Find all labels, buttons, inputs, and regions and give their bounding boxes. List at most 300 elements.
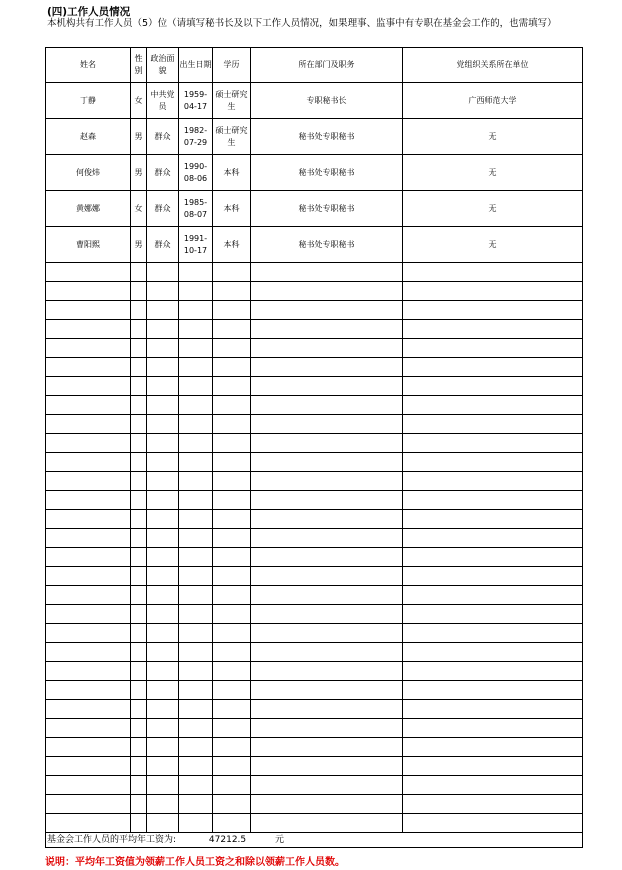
cell-department: 秘书处专职秘书 bbox=[251, 119, 403, 155]
empty-cell bbox=[213, 605, 251, 624]
table-row-empty bbox=[46, 529, 583, 548]
empty-cell bbox=[147, 529, 179, 548]
average-salary-value: 47212.5 bbox=[208, 835, 247, 845]
table-row-empty bbox=[46, 776, 583, 795]
empty-cell bbox=[403, 320, 583, 339]
empty-cell bbox=[403, 757, 583, 776]
empty-cell bbox=[147, 662, 179, 681]
table-row-empty bbox=[46, 605, 583, 624]
empty-cell bbox=[147, 681, 179, 700]
empty-cell bbox=[131, 548, 147, 567]
empty-cell bbox=[46, 472, 131, 491]
empty-cell bbox=[147, 434, 179, 453]
empty-cell bbox=[403, 358, 583, 377]
cell-department: 专职秘书长 bbox=[251, 83, 403, 119]
table-row-empty bbox=[46, 567, 583, 586]
table-row bbox=[46, 191, 583, 227]
empty-cell bbox=[46, 795, 131, 814]
empty-cell bbox=[213, 567, 251, 586]
empty-cell bbox=[403, 681, 583, 700]
empty-cell bbox=[179, 396, 213, 415]
empty-cell bbox=[46, 681, 131, 700]
cell-education: 硕士研究生 bbox=[213, 119, 251, 155]
cell-gender: 男 bbox=[131, 119, 147, 155]
empty-cell bbox=[46, 757, 131, 776]
empty-cell bbox=[403, 415, 583, 434]
empty-cell bbox=[46, 624, 131, 643]
empty-cell bbox=[251, 586, 403, 605]
empty-cell bbox=[147, 795, 179, 814]
empty-cell bbox=[251, 396, 403, 415]
empty-cell bbox=[403, 491, 583, 510]
empty-cell bbox=[46, 320, 131, 339]
table-row-empty bbox=[46, 415, 583, 434]
table-row-empty bbox=[46, 472, 583, 491]
empty-cell bbox=[131, 681, 147, 700]
empty-cell bbox=[213, 396, 251, 415]
empty-cell bbox=[147, 472, 179, 491]
empty-cell bbox=[46, 567, 131, 586]
empty-cell bbox=[147, 453, 179, 472]
empty-cell bbox=[403, 719, 583, 738]
empty-cell bbox=[213, 358, 251, 377]
empty-cell bbox=[46, 719, 131, 738]
empty-cell bbox=[251, 662, 403, 681]
empty-cell bbox=[179, 510, 213, 529]
empty-cell bbox=[403, 377, 583, 396]
empty-cell bbox=[46, 643, 131, 662]
empty-cell bbox=[179, 681, 213, 700]
empty-cell bbox=[131, 738, 147, 757]
empty-cell bbox=[213, 814, 251, 833]
empty-cell bbox=[131, 795, 147, 814]
empty-cell bbox=[131, 643, 147, 662]
empty-cell bbox=[403, 453, 583, 472]
cell-political: 群众 bbox=[147, 191, 179, 227]
empty-cell bbox=[251, 567, 403, 586]
empty-cell bbox=[179, 491, 213, 510]
empty-cell bbox=[403, 282, 583, 301]
explanation-note: 说明：平均年工资值为领薪工作人员工资之和除以领薪工作人员数。 bbox=[45, 857, 345, 868]
empty-cell bbox=[251, 491, 403, 510]
cell-department: 秘书处专职秘书 bbox=[251, 191, 403, 227]
cell-name: 赵森 bbox=[46, 119, 131, 155]
empty-cell bbox=[147, 320, 179, 339]
cell-party-org: 无 bbox=[403, 191, 583, 227]
cell-gender: 男 bbox=[131, 155, 147, 191]
cell-department: 秘书处专职秘书 bbox=[251, 155, 403, 191]
empty-cell bbox=[131, 757, 147, 776]
empty-cell bbox=[179, 776, 213, 795]
empty-cell bbox=[213, 377, 251, 396]
table-row-empty bbox=[46, 643, 583, 662]
intro-suffix: ）位（请填写秘书长及以下工作人员情况，如果理事、监事中有专职在基金会工作的，也需填写） bbox=[148, 18, 557, 29]
average-salary-label: 基金会工作人员的平均年工资为: bbox=[47, 835, 177, 845]
empty-cell bbox=[213, 757, 251, 776]
empty-cell bbox=[147, 301, 179, 320]
empty-cell bbox=[213, 320, 251, 339]
empty-cell bbox=[403, 434, 583, 453]
empty-cell bbox=[251, 795, 403, 814]
empty-cell bbox=[179, 662, 213, 681]
cell-education: 本科 bbox=[213, 227, 251, 263]
empty-cell bbox=[147, 776, 179, 795]
empty-cell bbox=[251, 377, 403, 396]
empty-cell bbox=[147, 548, 179, 567]
empty-cell bbox=[46, 738, 131, 757]
empty-cell bbox=[179, 282, 213, 301]
table-row-empty bbox=[46, 510, 583, 529]
empty-cell bbox=[179, 339, 213, 358]
empty-cell bbox=[131, 301, 147, 320]
intro-prefix: 本机构共有工作人员（ bbox=[47, 18, 143, 29]
empty-cell bbox=[46, 605, 131, 624]
header-education: 学历 bbox=[213, 48, 251, 83]
cell-education: 本科 bbox=[213, 191, 251, 227]
empty-cell bbox=[46, 263, 131, 282]
cell-birth: 1982-07-29 bbox=[179, 119, 213, 155]
empty-cell bbox=[147, 567, 179, 586]
empty-cell bbox=[131, 377, 147, 396]
table-row-empty bbox=[46, 624, 583, 643]
table-row-empty bbox=[46, 377, 583, 396]
empty-cell bbox=[46, 548, 131, 567]
empty-cell bbox=[213, 529, 251, 548]
table-row bbox=[46, 155, 583, 191]
cell-political: 群众 bbox=[147, 155, 179, 191]
empty-cell bbox=[131, 776, 147, 795]
empty-cell bbox=[46, 529, 131, 548]
empty-cell bbox=[46, 814, 131, 833]
empty-cell bbox=[131, 472, 147, 491]
empty-cell bbox=[179, 320, 213, 339]
empty-cell bbox=[131, 320, 147, 339]
empty-cell bbox=[46, 776, 131, 795]
empty-cell bbox=[251, 719, 403, 738]
table-row-empty bbox=[46, 662, 583, 681]
average-salary-cell bbox=[46, 833, 583, 848]
empty-cell bbox=[403, 472, 583, 491]
cell-birth: 1985-08-07 bbox=[179, 191, 213, 227]
empty-cell bbox=[147, 757, 179, 776]
table-row bbox=[46, 83, 583, 119]
empty-cell bbox=[131, 700, 147, 719]
table-row-empty bbox=[46, 548, 583, 567]
empty-cell bbox=[131, 510, 147, 529]
empty-cell bbox=[403, 624, 583, 643]
empty-cell bbox=[131, 662, 147, 681]
empty-cell bbox=[213, 453, 251, 472]
cell-political: 群众 bbox=[147, 119, 179, 155]
empty-cell bbox=[179, 719, 213, 738]
empty-cell bbox=[131, 434, 147, 453]
empty-cell bbox=[213, 282, 251, 301]
cell-department: 秘书处专职秘书 bbox=[251, 227, 403, 263]
table-row-empty bbox=[46, 301, 583, 320]
empty-cell bbox=[251, 358, 403, 377]
empty-cell bbox=[179, 358, 213, 377]
empty-cell bbox=[251, 548, 403, 567]
empty-cell bbox=[213, 795, 251, 814]
empty-cell bbox=[403, 662, 583, 681]
empty-cell bbox=[131, 491, 147, 510]
empty-cell bbox=[179, 548, 213, 567]
empty-cell bbox=[46, 396, 131, 415]
header-party-org: 党组织关系所在单位 bbox=[403, 48, 583, 83]
staff-count: 5 bbox=[142, 18, 149, 29]
empty-cell bbox=[147, 624, 179, 643]
empty-cell bbox=[131, 586, 147, 605]
empty-cell bbox=[147, 415, 179, 434]
table-row-empty bbox=[46, 700, 583, 719]
empty-cell bbox=[46, 700, 131, 719]
empty-cell bbox=[213, 776, 251, 795]
cell-gender: 女 bbox=[131, 191, 147, 227]
empty-cell bbox=[147, 358, 179, 377]
empty-cell bbox=[179, 814, 213, 833]
empty-cell bbox=[46, 358, 131, 377]
empty-cell bbox=[213, 719, 251, 738]
empty-cell bbox=[131, 282, 147, 301]
empty-cell bbox=[403, 548, 583, 567]
empty-cell bbox=[131, 605, 147, 624]
cell-party-org: 广西师范大学 bbox=[403, 83, 583, 119]
empty-cell bbox=[131, 396, 147, 415]
empty-cell bbox=[403, 776, 583, 795]
table-row bbox=[46, 119, 583, 155]
empty-cell bbox=[213, 681, 251, 700]
empty-cell bbox=[251, 434, 403, 453]
cell-name: 黄娜娜 bbox=[46, 191, 131, 227]
empty-cell bbox=[251, 415, 403, 434]
empty-cell bbox=[179, 263, 213, 282]
empty-cell bbox=[179, 415, 213, 434]
table-row-empty bbox=[46, 586, 583, 605]
footer-row bbox=[46, 833, 583, 848]
table-row-empty bbox=[46, 795, 583, 814]
table-row-empty bbox=[46, 719, 583, 738]
average-salary-unit: 元 bbox=[275, 835, 285, 845]
empty-cell bbox=[251, 776, 403, 795]
table-row-empty bbox=[46, 434, 583, 453]
cell-political: 群众 bbox=[147, 227, 179, 263]
table-row-empty bbox=[46, 814, 583, 833]
cell-birth: 1990-08-06 bbox=[179, 155, 213, 191]
empty-cell bbox=[147, 396, 179, 415]
empty-cell bbox=[403, 586, 583, 605]
empty-cell bbox=[213, 434, 251, 453]
table-header-row bbox=[46, 48, 583, 83]
empty-cell bbox=[213, 339, 251, 358]
empty-cell bbox=[251, 510, 403, 529]
table-row-empty bbox=[46, 453, 583, 472]
empty-cell bbox=[46, 662, 131, 681]
empty-cell bbox=[46, 301, 131, 320]
empty-cell bbox=[179, 472, 213, 491]
empty-cell bbox=[46, 282, 131, 301]
empty-cell bbox=[213, 662, 251, 681]
empty-cell bbox=[179, 643, 213, 662]
empty-cell bbox=[147, 814, 179, 833]
empty-cell bbox=[147, 377, 179, 396]
empty-cell bbox=[147, 282, 179, 301]
empty-cell bbox=[403, 510, 583, 529]
cell-gender: 男 bbox=[131, 227, 147, 263]
empty-cell bbox=[403, 339, 583, 358]
empty-cell bbox=[131, 719, 147, 738]
cell-name: 丁静 bbox=[46, 83, 131, 119]
cell-education: 本科 bbox=[213, 155, 251, 191]
intro-text bbox=[47, 17, 587, 31]
empty-cell bbox=[131, 453, 147, 472]
empty-cell bbox=[179, 624, 213, 643]
empty-cell bbox=[251, 282, 403, 301]
empty-cell bbox=[403, 643, 583, 662]
cell-party-org: 无 bbox=[403, 155, 583, 191]
empty-cell bbox=[213, 738, 251, 757]
empty-cell bbox=[147, 339, 179, 358]
empty-cell bbox=[251, 339, 403, 358]
empty-cell bbox=[147, 586, 179, 605]
empty-cell bbox=[213, 624, 251, 643]
table-row-empty bbox=[46, 491, 583, 510]
empty-cell bbox=[213, 263, 251, 282]
empty-cell bbox=[46, 434, 131, 453]
empty-cell bbox=[251, 738, 403, 757]
empty-cell bbox=[179, 757, 213, 776]
empty-cell bbox=[251, 453, 403, 472]
empty-cell bbox=[147, 510, 179, 529]
empty-cell bbox=[251, 605, 403, 624]
empty-cell bbox=[403, 700, 583, 719]
empty-cell bbox=[147, 491, 179, 510]
header-name: 姓名 bbox=[46, 48, 131, 83]
table-row-empty bbox=[46, 339, 583, 358]
cell-birth: 1959-04-17 bbox=[179, 83, 213, 119]
cell-name: 何俊炜 bbox=[46, 155, 131, 191]
table-row bbox=[46, 227, 583, 263]
empty-cell bbox=[131, 529, 147, 548]
table-row-empty bbox=[46, 282, 583, 301]
staff-table bbox=[45, 47, 583, 848]
empty-cell bbox=[131, 567, 147, 586]
empty-cell bbox=[179, 795, 213, 814]
empty-cell bbox=[147, 738, 179, 757]
empty-cell bbox=[179, 453, 213, 472]
empty-cell bbox=[131, 339, 147, 358]
empty-cell bbox=[147, 263, 179, 282]
empty-cell bbox=[213, 548, 251, 567]
empty-cell bbox=[403, 814, 583, 833]
empty-cell bbox=[251, 263, 403, 282]
empty-cell bbox=[251, 320, 403, 339]
empty-cell bbox=[46, 377, 131, 396]
empty-cell bbox=[213, 491, 251, 510]
table-row-empty bbox=[46, 396, 583, 415]
empty-cell bbox=[403, 301, 583, 320]
cell-name: 曹阳熙 bbox=[46, 227, 131, 263]
empty-cell bbox=[46, 491, 131, 510]
table-row-empty bbox=[46, 263, 583, 282]
section-title: (四)工作人员情况 bbox=[47, 6, 131, 18]
empty-cell bbox=[46, 415, 131, 434]
empty-cell bbox=[403, 396, 583, 415]
empty-cell bbox=[179, 301, 213, 320]
empty-cell bbox=[131, 358, 147, 377]
header-political: 政治面貌 bbox=[147, 48, 179, 83]
empty-cell bbox=[131, 624, 147, 643]
empty-cell bbox=[179, 434, 213, 453]
cell-birth: 1991-10-17 bbox=[179, 227, 213, 263]
empty-cell bbox=[251, 757, 403, 776]
cell-party-org: 无 bbox=[403, 227, 583, 263]
empty-cell bbox=[213, 301, 251, 320]
empty-cell bbox=[147, 719, 179, 738]
table-row-empty bbox=[46, 320, 583, 339]
cell-party-org: 无 bbox=[403, 119, 583, 155]
empty-cell bbox=[179, 586, 213, 605]
empty-cell bbox=[251, 681, 403, 700]
empty-cell bbox=[179, 700, 213, 719]
empty-cell bbox=[131, 263, 147, 282]
empty-cell bbox=[179, 377, 213, 396]
header-department: 所在部门及职务 bbox=[251, 48, 403, 83]
empty-cell bbox=[251, 472, 403, 491]
empty-cell bbox=[131, 415, 147, 434]
empty-cell bbox=[46, 510, 131, 529]
cell-gender: 女 bbox=[131, 83, 147, 119]
empty-cell bbox=[46, 339, 131, 358]
empty-cell bbox=[213, 472, 251, 491]
empty-cell bbox=[179, 567, 213, 586]
empty-cell bbox=[213, 510, 251, 529]
empty-cell bbox=[213, 586, 251, 605]
table-row-empty bbox=[46, 681, 583, 700]
empty-cell bbox=[403, 263, 583, 282]
cell-education: 硕士研究生 bbox=[213, 83, 251, 119]
empty-cell bbox=[147, 700, 179, 719]
empty-cell bbox=[251, 301, 403, 320]
empty-cell bbox=[213, 643, 251, 662]
table-row-empty bbox=[46, 358, 583, 377]
empty-cell bbox=[403, 567, 583, 586]
empty-cell bbox=[46, 586, 131, 605]
empty-cell bbox=[251, 700, 403, 719]
empty-cell bbox=[147, 605, 179, 624]
empty-cell bbox=[179, 605, 213, 624]
empty-cell bbox=[251, 624, 403, 643]
empty-cell bbox=[179, 529, 213, 548]
cell-political: 中共党员 bbox=[147, 83, 179, 119]
table-row-empty bbox=[46, 757, 583, 776]
empty-cell bbox=[251, 814, 403, 833]
empty-cell bbox=[213, 700, 251, 719]
header-birth: 出生日期 bbox=[179, 48, 213, 83]
empty-cell bbox=[147, 643, 179, 662]
empty-cell bbox=[251, 529, 403, 548]
empty-cell bbox=[403, 795, 583, 814]
empty-cell bbox=[213, 415, 251, 434]
header-gender: 性别 bbox=[131, 48, 147, 83]
empty-cell bbox=[403, 738, 583, 757]
empty-cell bbox=[403, 529, 583, 548]
table-row-empty bbox=[46, 738, 583, 757]
empty-cell bbox=[179, 738, 213, 757]
empty-cell bbox=[251, 643, 403, 662]
empty-cell bbox=[131, 814, 147, 833]
empty-cell bbox=[46, 453, 131, 472]
empty-cell bbox=[403, 605, 583, 624]
